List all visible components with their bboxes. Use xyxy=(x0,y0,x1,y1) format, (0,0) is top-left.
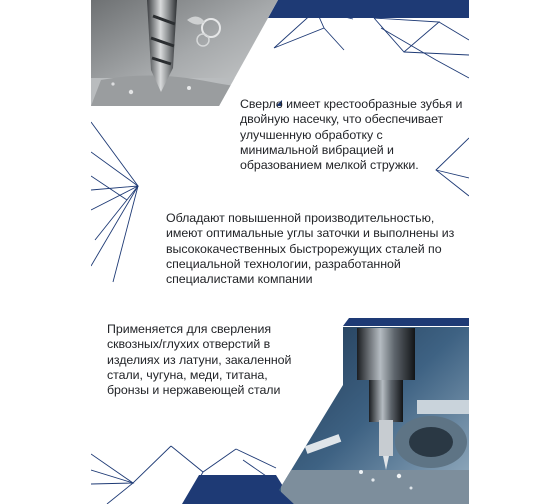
feature-text-performance: Обладают повышенной производительностью, имеют оптимальные углы заточки и выполнены из высококачественных быстрорежущих сталей по специальной технологии, разработанной специалистами компании xyxy=(166,211,455,287)
feature-text-teeth: Сверло имеет крестообразные зубья и двойную насечку, что обеспечивает улучшенную обработку с минимальной вибрацией и образованием мелкой стружки. xyxy=(240,97,463,173)
product-info-card xyxy=(91,0,469,504)
feature-text-application: Применяется для сверления сквозных/глухих отверстий в изделиях из латуни, закаленной стали, чугуна, меди, титана, бронзы и нержавеющей стали xyxy=(107,322,292,398)
